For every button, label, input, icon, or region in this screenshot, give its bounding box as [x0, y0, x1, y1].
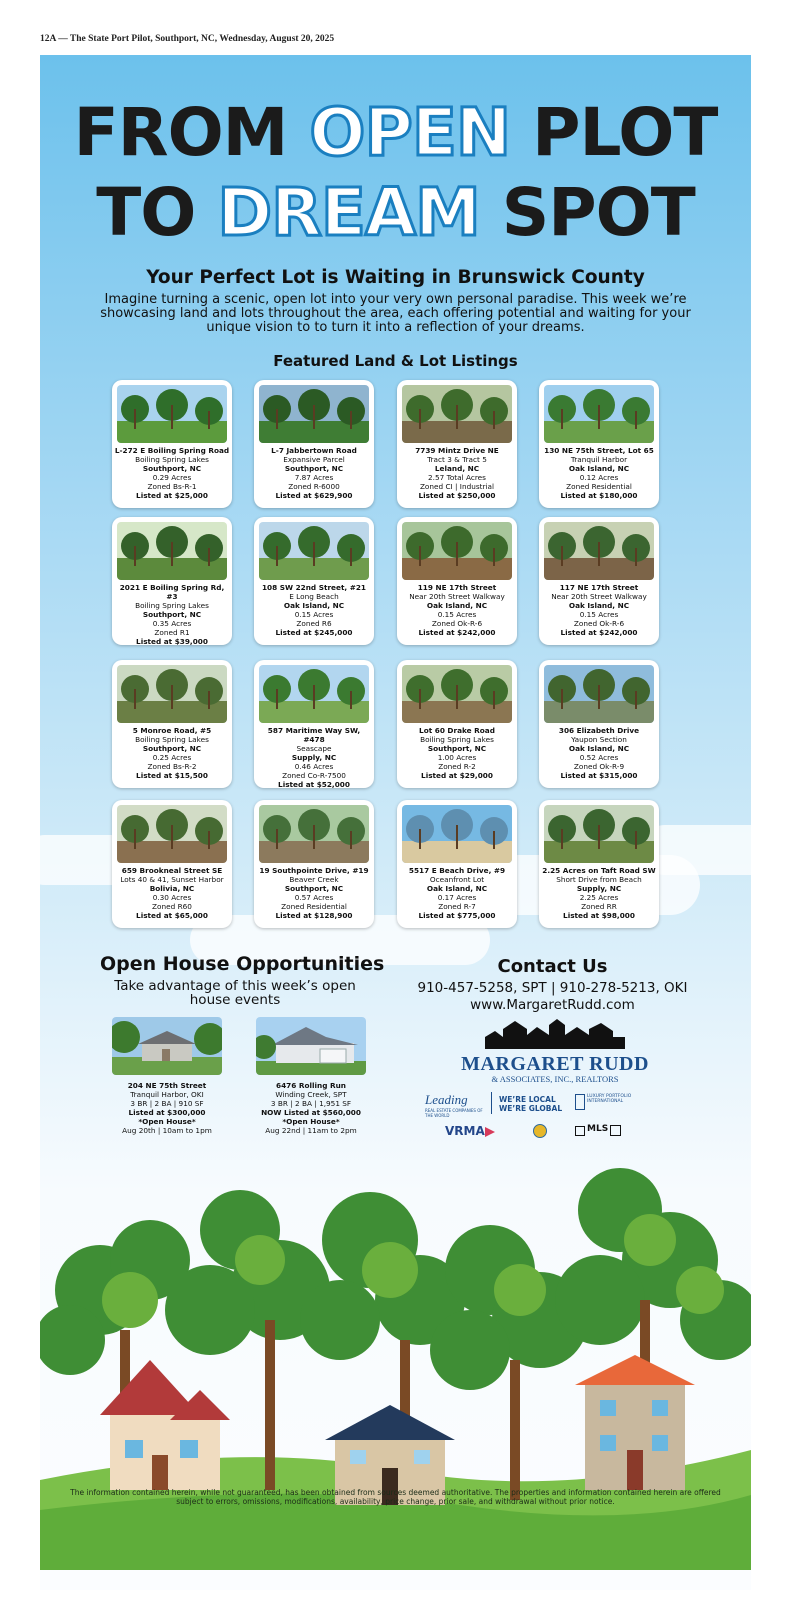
page-header: 12A — The State Port Pilot, Southport, NC, Wednesday, August 20, 2025	[40, 34, 335, 44]
listing-photo	[544, 665, 654, 723]
open-house-title: Open House Opportunities	[100, 953, 385, 975]
listing-acres: 0.35 Acres	[152, 619, 192, 628]
listing-photo	[544, 805, 654, 863]
featured-listings-title: Featured Land & Lot Listings	[273, 352, 518, 370]
listing-area: Tranquil Harbor	[570, 455, 628, 464]
listing-area: Expansive Parcel	[283, 455, 345, 464]
listing-acres: 0.15 Acres	[294, 610, 334, 619]
listing-price: Listed at $250,000	[418, 491, 496, 500]
listing-zoning: Zoned Ok-R-6	[431, 619, 483, 628]
open-house-label: *Open House*	[138, 1117, 196, 1126]
listing-photo	[402, 522, 512, 580]
listing-price: Listed at $65,000	[136, 911, 208, 920]
listing-price: Listed at $25,000	[136, 491, 208, 500]
listing-photo	[402, 385, 512, 443]
listing-city: Southport, NC	[142, 610, 202, 619]
contact-website[interactable]: www.MargaretRudd.com	[470, 997, 635, 1013]
listing-address: 2021 E Boiling Spring Rd, #3	[119, 583, 225, 601]
headline-line-1	[40, 93, 751, 173]
listing-city: Oak Island, NC	[568, 464, 630, 473]
listing-acres: 0.30 Acres	[152, 893, 192, 902]
listing-area: Beaver Creek	[289, 875, 339, 884]
lpi-logo: LUXURY PORTFOLIO INTERNATIONAL	[587, 1094, 632, 1104]
listing-city: Bolivia, NC	[149, 884, 195, 893]
listing-price: Listed at $128,900	[275, 911, 353, 920]
listing-acres: 2.57 Total Acres	[428, 473, 486, 482]
open-house-area: Winding Creek, SPT	[275, 1090, 347, 1099]
open-house-price: NOW Listed at $560,000	[261, 1108, 361, 1117]
listing-zoning: Zoned R-7	[438, 902, 476, 911]
headline-word: PLOT	[532, 94, 718, 171]
headline-word: TO	[96, 174, 196, 251]
lpi-icon	[575, 1094, 585, 1110]
listing-area: Oceanfront Lot	[429, 875, 485, 884]
brand-logo	[445, 1015, 665, 1084]
realtor-icon	[610, 1125, 621, 1136]
listing-address: L-7 Jabbertown Road	[271, 446, 357, 455]
listing-acres: 2.25 Acres	[579, 893, 619, 902]
listing-card	[112, 517, 232, 645]
listing-city: Oak Island, NC	[568, 744, 630, 753]
listing-area: Short Drive from Beach	[556, 875, 642, 884]
listing-acres: 1.00 Acres	[437, 753, 477, 762]
listing-card	[539, 380, 659, 508]
listing-zoning: Zoned Residential	[566, 482, 632, 491]
listing-address: 306 Elizabeth Drive	[558, 726, 640, 735]
listing-card	[539, 517, 659, 645]
house-right	[575, 1355, 695, 1490]
listing-card	[254, 800, 374, 928]
listing-photo	[117, 665, 227, 723]
listing-address: 5 Monroe Road, #5	[132, 726, 212, 735]
listing-city: Southport, NC	[142, 744, 202, 753]
listing-zoning: Zoned R-2	[438, 762, 476, 771]
headline-word: FROM	[73, 94, 288, 171]
listing-zoning: Zoned R1	[154, 628, 190, 637]
listing-card	[397, 517, 517, 645]
contact-title: Contact Us	[497, 956, 608, 977]
listing-card	[112, 660, 232, 788]
listing-city: Southport, NC	[284, 464, 344, 473]
listing-area: Boiling Spring Lakes	[135, 601, 209, 610]
listing-zoning: Zoned R-6000	[288, 482, 340, 491]
listing-photo	[117, 385, 227, 443]
open-house-time: Aug 22nd | 11am to 2pm	[265, 1126, 357, 1135]
listing-zoning: Zoned R60	[152, 902, 192, 911]
listing-photo	[402, 805, 512, 863]
contact-phones: 910-457-5258, SPT | 910-278-5213, OKI	[417, 980, 688, 996]
listing-address: 117 NE 17th Street	[559, 583, 639, 592]
listing-address: Lot 60 Drake Road	[419, 726, 495, 735]
listing-acres: 0.12 Acres	[579, 473, 619, 482]
headline-line-2	[40, 173, 751, 253]
listing-zoning: Zoned Co-R-7500	[282, 771, 346, 780]
listing-area: Boiling Spring Lakes	[420, 735, 494, 744]
listing-acres: 0.52 Acres	[579, 753, 619, 762]
local-global-1: WE’RE LOCAL	[499, 1095, 556, 1104]
listing-acres: 0.15 Acres	[579, 610, 619, 619]
listing-photo	[259, 665, 369, 723]
listing-acres: 0.29 Acres	[152, 473, 192, 482]
listing-photo	[117, 805, 227, 863]
listing-area: Near 20th Street Walkway	[551, 592, 647, 601]
listing-card	[254, 380, 374, 508]
mls-logo: MLS	[587, 1124, 609, 1134]
listing-card	[112, 800, 232, 928]
listing-acres: 0.17 Acres	[437, 893, 477, 902]
listing-address: 7739 Mintz Drive NE	[415, 446, 499, 455]
listing-card	[254, 660, 374, 788]
listing-zoning: Zoned Bs-R-2	[147, 762, 197, 771]
listing-photo	[117, 522, 227, 580]
listing-acres: 0.46 Acres	[294, 762, 334, 771]
open-house-card	[250, 1017, 372, 1135]
listing-area: Yaupon Section	[571, 735, 627, 744]
listing-zoning: Zoned CI | Industrial	[419, 482, 495, 491]
listing-address: 19 Southpointe Drive, #19	[259, 866, 369, 875]
listing-card	[397, 380, 517, 508]
listing-city: Oak Island, NC	[426, 601, 488, 610]
disclaimer: The information contained herein, while not guaranteed, has been obtained from sources deemed authoritative. The properties and information contained herein are offered subject to errors, omissions, modifications, availability, price change, prior sale, and withdrawal without prior notice.	[70, 1488, 721, 1506]
listing-address: 130 NE 75th Street, Lot 65	[544, 446, 654, 455]
listing-city: Oak Island, NC	[283, 601, 345, 610]
brand-name: MARGARET RUDD	[461, 1053, 649, 1075]
listing-acres: 0.57 Acres	[294, 893, 334, 902]
listing-city: Oak Island, NC	[426, 884, 488, 893]
listing-address: 587 Maritime Way SW, #478	[267, 726, 361, 744]
listing-area: Near 20th Street Walkway	[409, 592, 505, 601]
listing-area: Lots 40 & 41, Sunset Harbor	[120, 875, 224, 884]
forest-houses-illustration	[40, 1150, 751, 1570]
listing-acres: 0.15 Acres	[437, 610, 477, 619]
listing-address: 659 Brookneal Street SE	[121, 866, 223, 875]
vrma-arrow-icon	[485, 1127, 495, 1137]
listing-area: Tract 3 & Tract 5	[427, 455, 487, 464]
listing-price: Listed at $242,000	[560, 628, 638, 637]
intro-paragraph: Imagine turning a scenic, open lot into your very own personal paradise. This week we’re showcasing land and lots throughout the area, each offering potential and waiting for your unique vision to to turn it into a reflection of your dreams.	[100, 292, 691, 335]
open-house-photo	[112, 1017, 222, 1075]
divider	[491, 1092, 492, 1114]
leading-logo: Leading	[425, 1092, 468, 1107]
listing-acres: 0.25 Acres	[152, 753, 192, 762]
listing-city: Supply, NC	[291, 753, 337, 762]
listing-city: Southport, NC	[142, 464, 202, 473]
headline-word: SPOT	[501, 174, 695, 251]
listing-city: Southport, NC	[284, 884, 344, 893]
listing-city: Leland, NC	[434, 464, 480, 473]
listing-area: Seascape	[296, 744, 332, 753]
open-house-photo	[256, 1017, 366, 1075]
listing-price: Listed at $245,000	[275, 628, 353, 637]
equal-housing-icon	[575, 1126, 585, 1136]
open-house-subtitle: Take advantage of this week’s open house events	[114, 978, 356, 1008]
local-global-2: WE’RE GLOBAL	[499, 1104, 563, 1113]
listing-photo	[259, 805, 369, 863]
listing-zoning: Zoned R6	[296, 619, 332, 628]
leading-logo-sub: REAL ESTATE COMPANIES OF THE WORLD	[425, 1108, 483, 1118]
listing-zoning: Zoned Ok-R-9	[573, 762, 625, 771]
listing-photo	[259, 385, 369, 443]
listing-photo	[544, 522, 654, 580]
listing-card	[397, 660, 517, 788]
listing-price: Listed at $39,000	[136, 637, 208, 646]
seal-icon	[533, 1124, 547, 1138]
listing-card	[112, 380, 232, 508]
headline-word-highlight: DREAM	[217, 174, 480, 251]
subheadline: Your Perfect Lot is Waiting in Brunswick County	[146, 267, 645, 288]
listing-zoning: Zoned Bs-R-1	[147, 482, 197, 491]
listing-zoning: Zoned RR	[581, 902, 617, 911]
listing-card	[254, 517, 374, 645]
vrma-logo: VRMA	[445, 1124, 485, 1138]
listing-address: 2.25 Acres on Taft Road SW	[542, 866, 656, 875]
listing-address: 5517 E Beach Drive, #9	[408, 866, 506, 875]
open-house-time: Aug 20th | 10am to 1pm	[122, 1126, 212, 1135]
listing-price: Listed at $29,000	[421, 771, 493, 780]
listing-zoning: Zoned Residential	[281, 902, 347, 911]
open-house-card	[106, 1017, 228, 1135]
listing-card	[397, 800, 517, 928]
listing-zoning: Zoned Ok-R-6	[573, 619, 625, 628]
listing-address: L-272 E Boiling Spring Road	[114, 446, 230, 455]
open-house-area: Tranquil Harbor, OKI	[130, 1090, 204, 1099]
listing-card	[539, 800, 659, 928]
house-left	[100, 1360, 230, 1490]
listing-photo	[259, 522, 369, 580]
open-house-specs: 3 BR | 2 BA | 910 SF	[130, 1099, 204, 1108]
listing-price: Listed at $15,500	[136, 771, 208, 780]
skyline-icon	[485, 1015, 625, 1049]
listing-area: E Long Beach	[289, 592, 339, 601]
listing-price: Listed at $315,000	[560, 771, 638, 780]
listing-acres: 7.87 Acres	[294, 473, 334, 482]
listing-price: Listed at $775,000	[418, 911, 496, 920]
listing-price: Listed at $629,900	[275, 491, 353, 500]
open-house-price: Listed at $300,000	[128, 1108, 206, 1117]
listing-price: Listed at $98,000	[563, 911, 635, 920]
listing-address: 108 SW 22nd Street, #21	[261, 583, 367, 592]
listing-area: Boiling Spring Lakes	[135, 455, 209, 464]
open-house-address: 204 NE 75th Street	[127, 1081, 207, 1090]
listing-area: Boiling Spring Lakes	[135, 735, 209, 744]
listing-city: Oak Island, NC	[568, 601, 630, 610]
listing-address: 119 NE 17th Street	[417, 583, 497, 592]
listing-city: Supply, NC	[576, 884, 622, 893]
listing-photo	[544, 385, 654, 443]
brand-subtitle: & ASSOCIATES, INC., REALTORS	[491, 1074, 619, 1084]
listing-price: Listed at $242,000	[418, 628, 496, 637]
listing-price: Listed at $180,000	[560, 491, 638, 500]
listing-card	[539, 660, 659, 788]
listing-city: Southport, NC	[427, 744, 487, 753]
listing-price: Listed at $52,000	[278, 780, 350, 789]
advertisement	[40, 55, 751, 1590]
open-house-specs: 3 BR | 2 BA | 1,951 SF	[270, 1099, 352, 1108]
open-house-label: *Open House*	[282, 1117, 340, 1126]
listing-photo	[402, 665, 512, 723]
headline-word-highlight: OPEN	[309, 94, 511, 171]
open-house-address: 6476 Rolling Run	[276, 1081, 346, 1090]
